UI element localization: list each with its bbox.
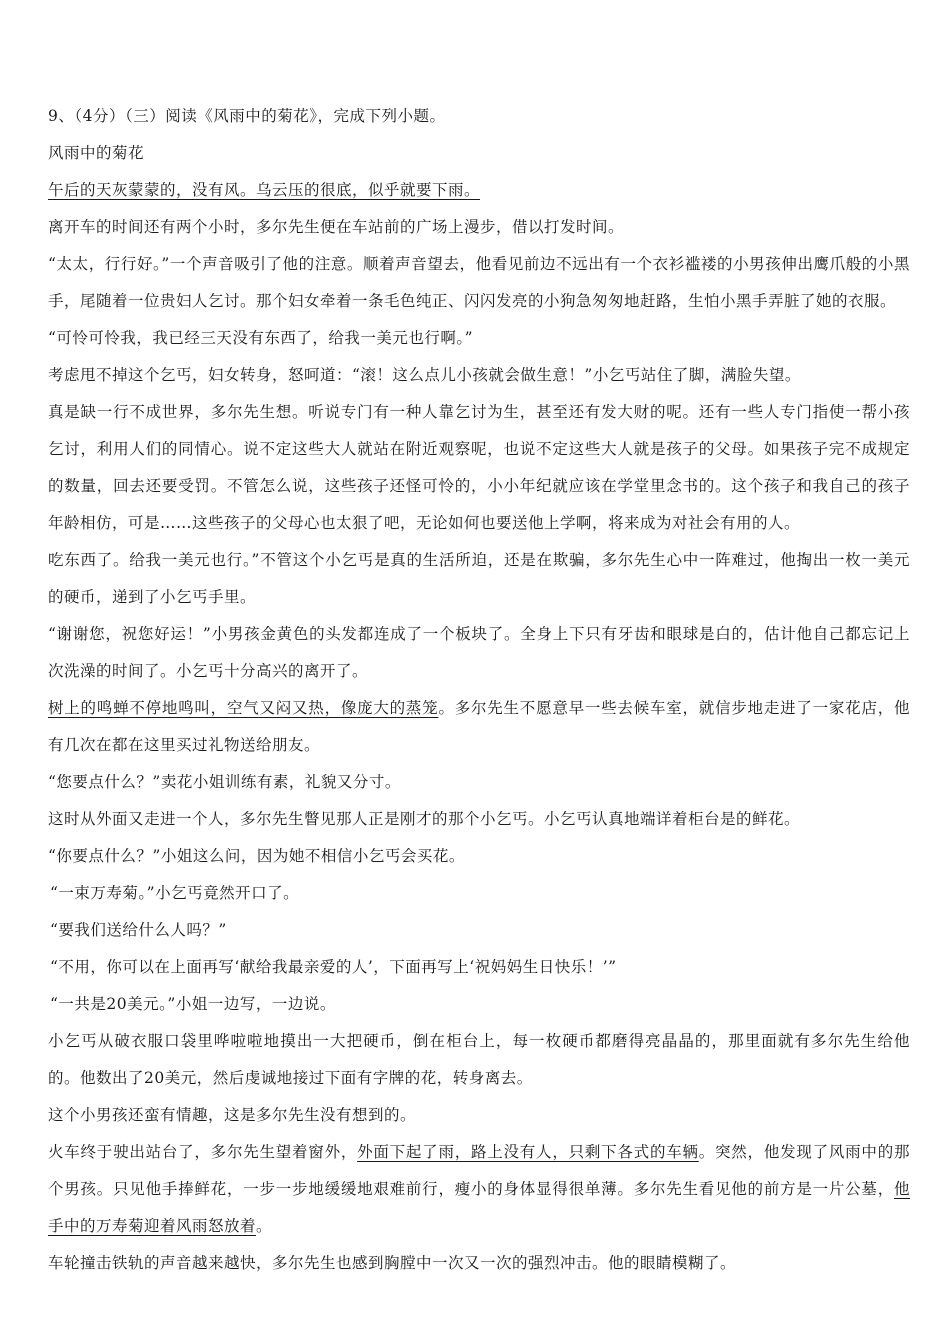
paragraph-11: 这时从外面又走进一个人，多尔先生瞥见那人正是刚才的那个小乞丐。小乞丐认真地端详着柜台是的鲜花。: [48, 810, 801, 828]
document-page: [48, 98, 910, 1282]
paragraph-19-start: 火车终于驶出站台了，多尔先生望着窗外，: [48, 1143, 358, 1161]
paragraph-20: 车轮撞击铁轨的声音越来越快，多尔先生也感到胸膛中一次又一次的强烈冲击。他的眼睛模糊了。: [48, 1254, 737, 1272]
paragraph-9: [48, 690, 910, 764]
underlined-sentence-4: 他手中的万寿菊迎着风雨怒放着: [48, 1180, 910, 1235]
paragraph-6: 真是缺一行不成世界，多尔先生想。听说专门有一种人靠乞讨为生，甚至还有发大财的呢。还有一些人专门指使一帮小孩乞讨，利用人们的同情心。说不定这些大人就站在附近观察呢，也说不定这些大人就是孩子的父母。如果孩子完不成规定的数量，回去还要受罚。不管怎么说，这些孩子还怪可怜的，小小年纪就应该在学堂里念书的。这个孩子和我自己的孩子年龄相仿，可是……这些孩子的父母心也太狠了吧，无论如何也要送他上学啊，将来成为对社会有用的人。: [48, 403, 910, 532]
paragraph-17: 小乞丐从破衣服口袋里哗啦啦地摸出一大把硬币，倒在柜台上，每一枚硬币都磨得亮晶晶的，那里面就有多尔先生给他的。他数出了20美元，然后虔诚地接过下面有字牌的花，转身离去。: [48, 1032, 910, 1087]
paragraph-10: “您要点什么？”卖花小姐训练有素，礼貌又分寸。: [48, 773, 401, 791]
passage-title: 风雨中的菊花: [48, 144, 145, 162]
underlined-sentence-3: 外面下起了雨，路上没有人，只剩下各式的车辆: [357, 1143, 699, 1161]
underlined-sentence-1: 午后的天灰蒙蒙的，没有风。乌云压的很底，似乎就要下雨。: [48, 181, 481, 199]
paragraph-16: “一共是20美元。”小姐一边写，一边说。: [50, 995, 336, 1013]
paragraph-19: [48, 1134, 910, 1245]
paragraph-12: “你要点什么？”小姐这么问，因为她不相信小乞丐会买花。: [48, 847, 465, 865]
paragraph-13: “一束万寿菊。”小乞丐竟然开口了。: [50, 884, 300, 902]
paragraph-1: [48, 172, 910, 209]
paragraph-3: “太太，行行好。”一个声音吸引了他的注意。顺着声音望去，他看见前边不远出有一个衣衫褴褛的小男孩伸出鹰爪般的小黑手，尾随着一位贵妇人乞讨。那个妇女牵着一条毛色纯正、闪闪发亮的小狗急匆匆地赶路，生怕小黑手弄脏了她的衣服。: [48, 255, 910, 310]
paragraph-2: 离开车的时间还有两个小时，多尔先生便在车站前的广场上漫步，借以打发时间。: [48, 218, 625, 236]
paragraph-19-middle: 。突然，他发现了风雨中的那个男孩。只见他手捧鲜花，一步一步地缓缓地艰难前行，瘦小的身体显得很单薄。多尔先生看见他的前方是一片公墓，: [48, 1143, 910, 1198]
underlined-sentence-2: 树上的鸣蝉不停地鸣叫，空气又闷又热，像庞大的蒸笼: [48, 699, 439, 717]
paragraph-19-end: 。: [256, 1217, 273, 1235]
paragraph-8: “谢谢您，祝您好运！”小男孩金黄色的头发都连成了一个板块了。全身上下只有牙齿和眼球是白的，估计他自己都忘记上次洗澡的时间了。小乞丐十分高兴的离开了。: [48, 625, 910, 680]
paragraph-9-rest: 。多尔先生不愿意早一些去候车室，就信步地走进了一家花店，他有几次在都在这里买过礼物送给朋友。: [48, 699, 910, 754]
question-heading: 9、（4分）（三）阅读《风雨中的菊花》，完成下列小题。: [48, 107, 446, 125]
paragraph-7: 吃东西了。给我一美元也行。”不管这个小乞丐是真的生活所迫，还是在欺骗，多尔先生心中一阵难过，他掏出一枚一美元的硬币，递到了小乞丐手里。: [48, 551, 910, 606]
paragraph-15: “不用，你可以在上面再写‘献给我最亲爱的人’，下面再写上‘祝妈妈生日快乐！’”: [50, 958, 617, 976]
paragraph-14: “要我们送给什么人吗？”: [50, 921, 227, 939]
paragraph-5: 考虑甩不掉这个乞丐，妇女转身，怒呵道：“滚！这么点儿小孩就会做生意！”小乞丐站住了脚，满脸失望。: [48, 366, 801, 384]
paragraph-4: “可怜可怜我，我已经三天没有东西了，给我一美元也行啊。”: [48, 329, 474, 347]
paragraph-18: 这个小男孩还蛮有情趣，这是多尔先生没有想到的。: [48, 1106, 417, 1124]
